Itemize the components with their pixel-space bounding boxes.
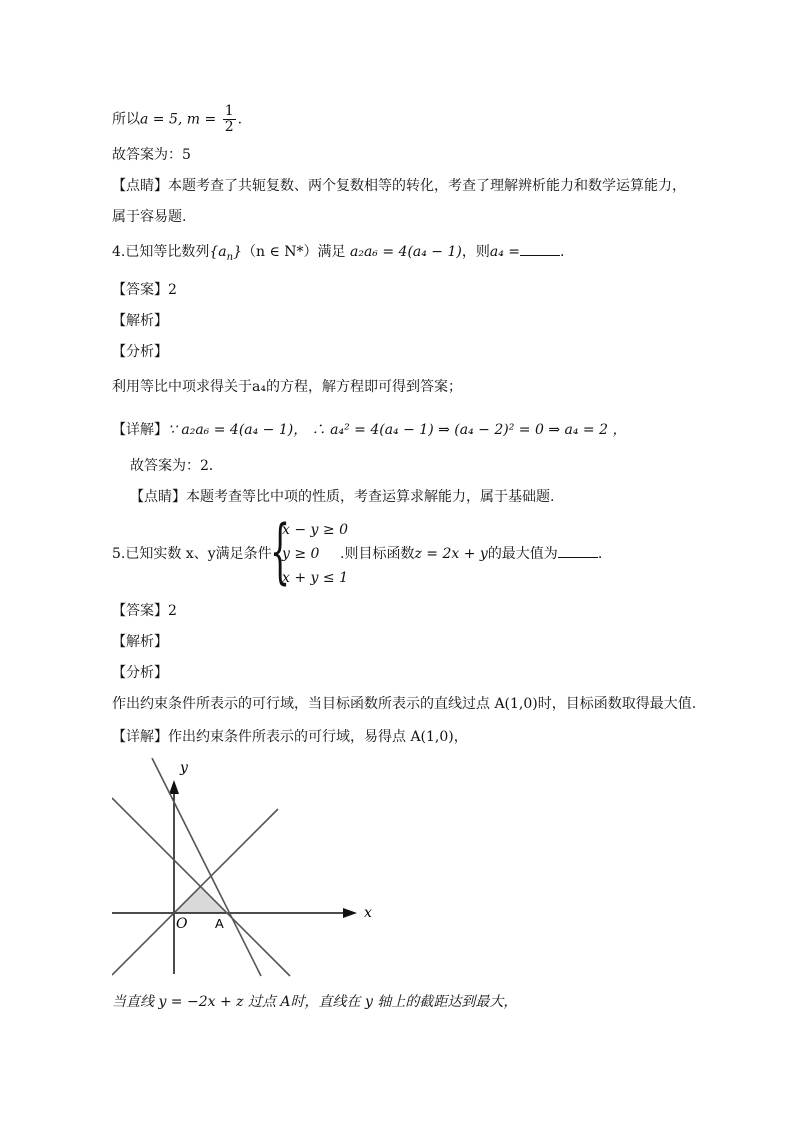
q4-seq-close: } — [233, 244, 242, 260]
feasible-region-graph — [112, 758, 382, 978]
question-5-prefix: 5.已知实数 x、y满足条件 — [112, 546, 272, 562]
fraction — [223, 104, 236, 135]
x-axis-label: x — [364, 905, 372, 921]
q5-ask: 的最大值为 — [487, 546, 558, 562]
q4-seq — [209, 244, 242, 263]
question-4 — [112, 242, 564, 268]
q4-equation: a₂a₆ = 4(a₄ − 1) — [349, 244, 462, 260]
answer-line-4: 故答案为：2． — [130, 458, 223, 474]
q4-ask: a₄ = — [489, 244, 521, 260]
answer-blank — [520, 243, 560, 256]
q4-prefix: 4.已知等比数列 — [112, 244, 210, 260]
answer-blank — [558, 545, 598, 558]
y-axis-arrow-icon — [169, 780, 179, 794]
analysis-sub-heading-4: 【分析】 — [112, 344, 168, 360]
q4-mid: ，则 — [461, 244, 490, 260]
detail-5: 【详解】作出约束条件所表示的可行域，易得点 A(1,0)， — [112, 729, 468, 745]
q4-condition: （n ∈ N*）满足 — [242, 244, 346, 260]
note-line-3b: 属于容易题. — [112, 209, 187, 225]
x-axis-arrow-icon — [343, 908, 357, 918]
detail-4 — [112, 420, 626, 440]
fraction-numerator: 1 — [224, 103, 234, 119]
question-5-rest — [340, 544, 602, 564]
brace-icon: { — [270, 510, 291, 592]
note-4: 【点睛】本题考查等比中项的性质，考查运算求解能力，属于基础题. — [130, 489, 555, 505]
constraint-1: x − y ≥ 0 — [282, 522, 348, 538]
answer-5: 【答案】2 — [112, 603, 177, 619]
math-expr: a = 5, m = — [140, 111, 221, 128]
q4-seq-sub: n — [226, 251, 234, 263]
q4-seq-open: {a — [209, 244, 227, 260]
line-objective — [152, 758, 261, 976]
analysis-text-5: 作出约束条件所表示的可行域，当目标函数所表示的直线过点 A(1,0)时，目标函数取得最大值. — [112, 696, 697, 712]
closing-line — [112, 992, 517, 1012]
q5-mid: .则目标函数 — [340, 546, 415, 562]
constraint-3: x + y ≤ 1 — [282, 570, 348, 586]
feasible-region — [174, 886, 227, 913]
y-axis-label: y — [180, 760, 188, 776]
note-line-3a: 【点睛】本题考查了共轭复数、两个复数相等的转化，考查了理解辨析能力和数学运算能力， — [112, 178, 686, 194]
answer-4: 【答案】2 — [112, 282, 177, 298]
analysis-text-4: 利用等比中项求得关于a₄的方程，解方程即可得到答案； — [112, 379, 462, 395]
text-prefix: 所以 — [112, 111, 140, 128]
origin-label: O — [176, 916, 188, 932]
analysis-heading-4: 【解析】 — [112, 313, 168, 329]
detail-math: ∵ a₂a₆ = 4(a₄ − 1)， ∴ a₄² = 4(a₄ − 1) ⇒ (a₄ − 2)² = 0 ⇒ a₄ = 2 ， — [168, 422, 627, 438]
answer-line-3: 故答案为：5 — [112, 147, 191, 163]
closing-text: 当直线 y = −2x + z 过点 A时，直线在 y 轴上的截距达到最大， — [112, 994, 518, 1010]
analysis-heading-5: 【解析】 — [112, 634, 168, 650]
constraint-system — [282, 518, 348, 590]
period: . — [237, 111, 243, 128]
conclusion-line — [112, 104, 242, 135]
q5-end: . — [597, 546, 603, 562]
analysis-sub-heading-5: 【分析】 — [112, 665, 168, 681]
q5-expr: z = 2x + y — [414, 546, 488, 562]
fraction-denominator: 2 — [224, 119, 234, 135]
line-x-minus-y — [112, 809, 278, 975]
q4-end: . — [560, 244, 565, 260]
constraint-2: y ≥ 0 — [282, 546, 320, 562]
point-a-label: A — [215, 916, 224, 931]
detail-label: 【详解】 — [112, 422, 168, 438]
